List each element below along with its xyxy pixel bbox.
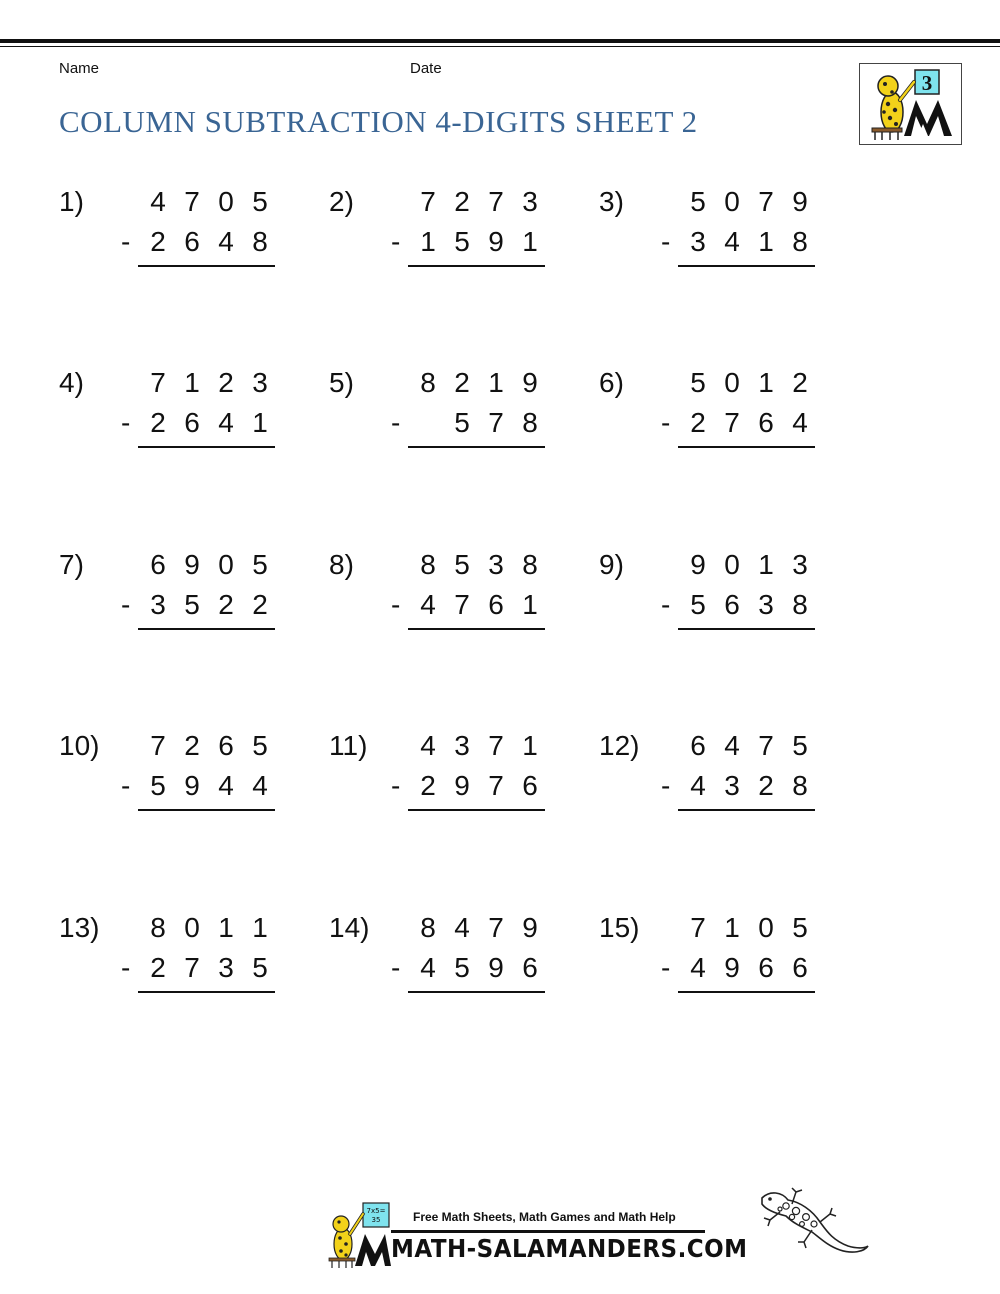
salamander-logo-icon xyxy=(325,1200,391,1270)
digit: 6 xyxy=(184,407,200,438)
digit: 9 xyxy=(488,952,504,983)
subtrahend xyxy=(146,406,276,440)
minuend xyxy=(146,366,276,400)
logo-mini-text-line1: 7x5= xyxy=(366,1207,386,1215)
digit: 6 xyxy=(724,589,740,620)
minus-sign: - xyxy=(661,770,671,801)
digit: 8 xyxy=(522,549,538,580)
subtrahend xyxy=(416,406,546,440)
digit: 3 xyxy=(522,186,538,217)
problem-8 xyxy=(329,548,559,638)
digit: 0 xyxy=(724,549,740,580)
digit: 1 xyxy=(252,912,268,943)
digit: 7 xyxy=(488,730,504,761)
minus-sign: - xyxy=(121,226,131,257)
minuend xyxy=(686,729,816,763)
digit: 4 xyxy=(724,226,740,257)
digit: 4 xyxy=(218,407,234,438)
worksheet-title: COLUMN SUBTRACTION 4-DIGITS SHEET 2 xyxy=(59,104,698,139)
digit: 2 xyxy=(150,226,166,257)
digit: 8 xyxy=(420,367,436,398)
subtrahend xyxy=(146,951,276,985)
digit: 3 xyxy=(252,367,268,398)
digit: 7 xyxy=(150,367,166,398)
digit: 7 xyxy=(758,186,774,217)
digit: 1 xyxy=(758,226,774,257)
digit: 5 xyxy=(252,549,268,580)
digit: 5 xyxy=(184,589,200,620)
digit: 6 xyxy=(150,549,166,580)
problem-number: 14) xyxy=(329,912,370,943)
digit: 0 xyxy=(184,912,200,943)
digit: 2 xyxy=(420,770,436,801)
minus-sign: - xyxy=(391,226,401,257)
digit: 8 xyxy=(792,770,808,801)
digit: 2 xyxy=(690,407,706,438)
digit: 3 xyxy=(454,730,470,761)
digit: 7 xyxy=(488,407,504,438)
answer-line xyxy=(138,446,275,448)
digit: 6 xyxy=(522,952,538,983)
subtrahend xyxy=(686,588,816,622)
digit: 5 xyxy=(792,730,808,761)
header-rule-thin xyxy=(0,46,1000,47)
answer-line xyxy=(408,991,545,993)
problem-12 xyxy=(599,729,829,819)
digit: 4 xyxy=(690,770,706,801)
digit: 6 xyxy=(184,226,200,257)
minuend xyxy=(416,185,546,219)
problem-number: 8) xyxy=(329,549,354,580)
digit: 2 xyxy=(150,952,166,983)
digit: 8 xyxy=(792,226,808,257)
subtrahend xyxy=(146,588,276,622)
minuend xyxy=(146,729,276,763)
digit: 5 xyxy=(454,226,470,257)
digit: 5 xyxy=(690,186,706,217)
answer-line xyxy=(138,628,275,630)
minuend xyxy=(146,185,276,219)
digit: 6 xyxy=(522,770,538,801)
digit: 4 xyxy=(792,407,808,438)
minuend xyxy=(686,911,816,945)
answer-line xyxy=(678,628,815,630)
digit: 0 xyxy=(724,367,740,398)
problem-9 xyxy=(599,548,829,638)
digit: 6 xyxy=(758,407,774,438)
digit: 1 xyxy=(252,407,268,438)
digit: 5 xyxy=(454,952,470,983)
problem-number: 11) xyxy=(329,730,368,761)
problem-10 xyxy=(59,729,289,819)
problem-number: 10) xyxy=(59,730,100,761)
answer-line xyxy=(408,265,545,267)
digit: 1 xyxy=(420,226,436,257)
problem-5 xyxy=(329,366,559,456)
digit: 8 xyxy=(252,226,268,257)
minus-sign: - xyxy=(121,407,131,438)
digit: 8 xyxy=(150,912,166,943)
digit: 4 xyxy=(420,952,436,983)
problem-number: 12) xyxy=(599,730,640,761)
problem-4 xyxy=(59,366,289,456)
digit: 1 xyxy=(488,367,504,398)
subtrahend xyxy=(416,588,546,622)
digit: 1 xyxy=(522,226,538,257)
digit: 5 xyxy=(252,730,268,761)
digit: 7 xyxy=(184,952,200,983)
name-label: Name xyxy=(59,60,100,77)
digit: 2 xyxy=(218,367,234,398)
digit: 9 xyxy=(690,549,706,580)
digit: 7 xyxy=(454,589,470,620)
digit: 0 xyxy=(218,186,234,217)
digit: 5 xyxy=(690,589,706,620)
digit: 7 xyxy=(724,407,740,438)
minuend xyxy=(146,911,276,945)
digit: 1 xyxy=(758,367,774,398)
problem-number: 13) xyxy=(59,912,100,943)
problem-number: 6) xyxy=(599,367,624,398)
subtrahend xyxy=(686,225,816,259)
digit: 4 xyxy=(454,912,470,943)
minuend xyxy=(146,548,276,582)
minuend xyxy=(686,185,816,219)
answer-line xyxy=(138,809,275,811)
digit: 2 xyxy=(252,589,268,620)
grade-logo xyxy=(859,63,962,145)
problem-7 xyxy=(59,548,289,638)
digit: 9 xyxy=(454,770,470,801)
answer-line xyxy=(138,265,275,267)
digit: 9 xyxy=(488,226,504,257)
minus-sign: - xyxy=(391,407,401,438)
problem-6 xyxy=(599,366,829,456)
digit: 7 xyxy=(150,730,166,761)
digit: 4 xyxy=(252,770,268,801)
subtrahend xyxy=(686,769,816,803)
digit: 9 xyxy=(724,952,740,983)
logo-mini-text-line2: 35 xyxy=(371,1216,381,1224)
answer-line xyxy=(408,628,545,630)
minus-sign: - xyxy=(661,589,671,620)
digit: 7 xyxy=(488,770,504,801)
digit: 7 xyxy=(420,186,436,217)
digit: 6 xyxy=(792,952,808,983)
minus-sign: - xyxy=(121,589,131,620)
minus-sign: - xyxy=(121,770,131,801)
minuend xyxy=(686,366,816,400)
digit: 7 xyxy=(690,912,706,943)
digit: 3 xyxy=(724,770,740,801)
subtrahend xyxy=(686,406,816,440)
minus-sign: - xyxy=(661,226,671,257)
digit: 9 xyxy=(522,367,538,398)
digit: 7 xyxy=(488,186,504,217)
digit: 3 xyxy=(758,589,774,620)
digit: 1 xyxy=(522,589,538,620)
digit: 8 xyxy=(792,589,808,620)
problem-1 xyxy=(59,185,289,275)
digit: 2 xyxy=(792,367,808,398)
salamander-grade-icon xyxy=(860,64,961,144)
minuend xyxy=(686,548,816,582)
digit: 3 xyxy=(150,589,166,620)
digit: 2 xyxy=(218,589,234,620)
digit: 9 xyxy=(522,912,538,943)
minus-sign: - xyxy=(121,952,131,983)
minuend xyxy=(416,911,546,945)
footer-divider xyxy=(391,1230,705,1233)
digit: 5 xyxy=(252,186,268,217)
digit: 3 xyxy=(218,952,234,983)
digit: 1 xyxy=(724,912,740,943)
minuend xyxy=(416,729,546,763)
minuend xyxy=(416,366,546,400)
digit: 8 xyxy=(420,549,436,580)
digit: 4 xyxy=(218,226,234,257)
digit: 3 xyxy=(488,549,504,580)
answer-line xyxy=(408,809,545,811)
digit: 3 xyxy=(792,549,808,580)
answer-line xyxy=(678,265,815,267)
digit: 8 xyxy=(522,407,538,438)
problem-number: 5) xyxy=(329,367,354,398)
digit: 2 xyxy=(184,730,200,761)
problem-11 xyxy=(329,729,559,819)
minus-sign: - xyxy=(391,589,401,620)
digit: 8 xyxy=(420,912,436,943)
digit: 5 xyxy=(690,367,706,398)
digit: 1 xyxy=(758,549,774,580)
grade-number: 3 xyxy=(921,71,933,95)
problem-14 xyxy=(329,911,559,1001)
date-label: Date xyxy=(410,60,442,77)
digit: 4 xyxy=(420,730,436,761)
digit: 5 xyxy=(252,952,268,983)
minus-sign: - xyxy=(391,952,401,983)
digit: 7 xyxy=(488,912,504,943)
problem-number: 15) xyxy=(599,912,640,943)
salamander-drawing-icon xyxy=(752,1184,872,1264)
answer-line xyxy=(678,809,815,811)
answer-line xyxy=(678,991,815,993)
digit: 7 xyxy=(758,730,774,761)
footer-logo xyxy=(325,1200,748,1270)
minus-sign: - xyxy=(661,407,671,438)
subtrahend xyxy=(416,225,546,259)
digit: 2 xyxy=(758,770,774,801)
subtrahend xyxy=(146,225,276,259)
problem-13 xyxy=(59,911,289,1001)
answer-line xyxy=(408,446,545,448)
minuend xyxy=(416,548,546,582)
answer-line xyxy=(138,991,275,993)
digit: 6 xyxy=(758,952,774,983)
problem-number: 7) xyxy=(59,549,84,580)
digit: 0 xyxy=(758,912,774,943)
footer-tagline: Free Math Sheets, Math Games and Math Help xyxy=(413,1210,676,1224)
digit: 9 xyxy=(792,186,808,217)
problem-number: 9) xyxy=(599,549,624,580)
digit: 5 xyxy=(454,407,470,438)
digit: 6 xyxy=(488,589,504,620)
digit: 4 xyxy=(150,186,166,217)
digit: 3 xyxy=(690,226,706,257)
digit: 4 xyxy=(724,730,740,761)
digit: 6 xyxy=(218,730,234,761)
minus-sign: - xyxy=(391,770,401,801)
subtrahend xyxy=(686,951,816,985)
digit: 2 xyxy=(454,367,470,398)
digit: 0 xyxy=(218,549,234,580)
header-rule-thick xyxy=(0,39,1000,43)
digit: 5 xyxy=(454,549,470,580)
problem-number: 1) xyxy=(59,186,84,217)
problem-2 xyxy=(329,185,559,275)
digit: 1 xyxy=(218,912,234,943)
minus-sign: - xyxy=(661,952,671,983)
problem-number: 2) xyxy=(329,186,354,217)
subtrahend xyxy=(416,769,546,803)
digit: 9 xyxy=(184,549,200,580)
subtrahend xyxy=(146,769,276,803)
digit: 9 xyxy=(184,770,200,801)
digit: 4 xyxy=(218,770,234,801)
subtrahend xyxy=(416,951,546,985)
digit: 1 xyxy=(184,367,200,398)
digit: 1 xyxy=(522,730,538,761)
digit: 5 xyxy=(150,770,166,801)
digit: 5 xyxy=(792,912,808,943)
answer-line xyxy=(678,446,815,448)
digit: 2 xyxy=(150,407,166,438)
problem-number: 4) xyxy=(59,367,84,398)
digit: 0 xyxy=(724,186,740,217)
digit: 4 xyxy=(690,952,706,983)
problem-3 xyxy=(599,185,829,275)
footer-site-name: MATH-SALAMANDERS.COM xyxy=(391,1234,748,1263)
problem-15 xyxy=(599,911,829,1001)
digit: 4 xyxy=(420,589,436,620)
digit: 6 xyxy=(690,730,706,761)
digit: 2 xyxy=(454,186,470,217)
digit: 7 xyxy=(184,186,200,217)
problem-number: 3) xyxy=(599,186,624,217)
